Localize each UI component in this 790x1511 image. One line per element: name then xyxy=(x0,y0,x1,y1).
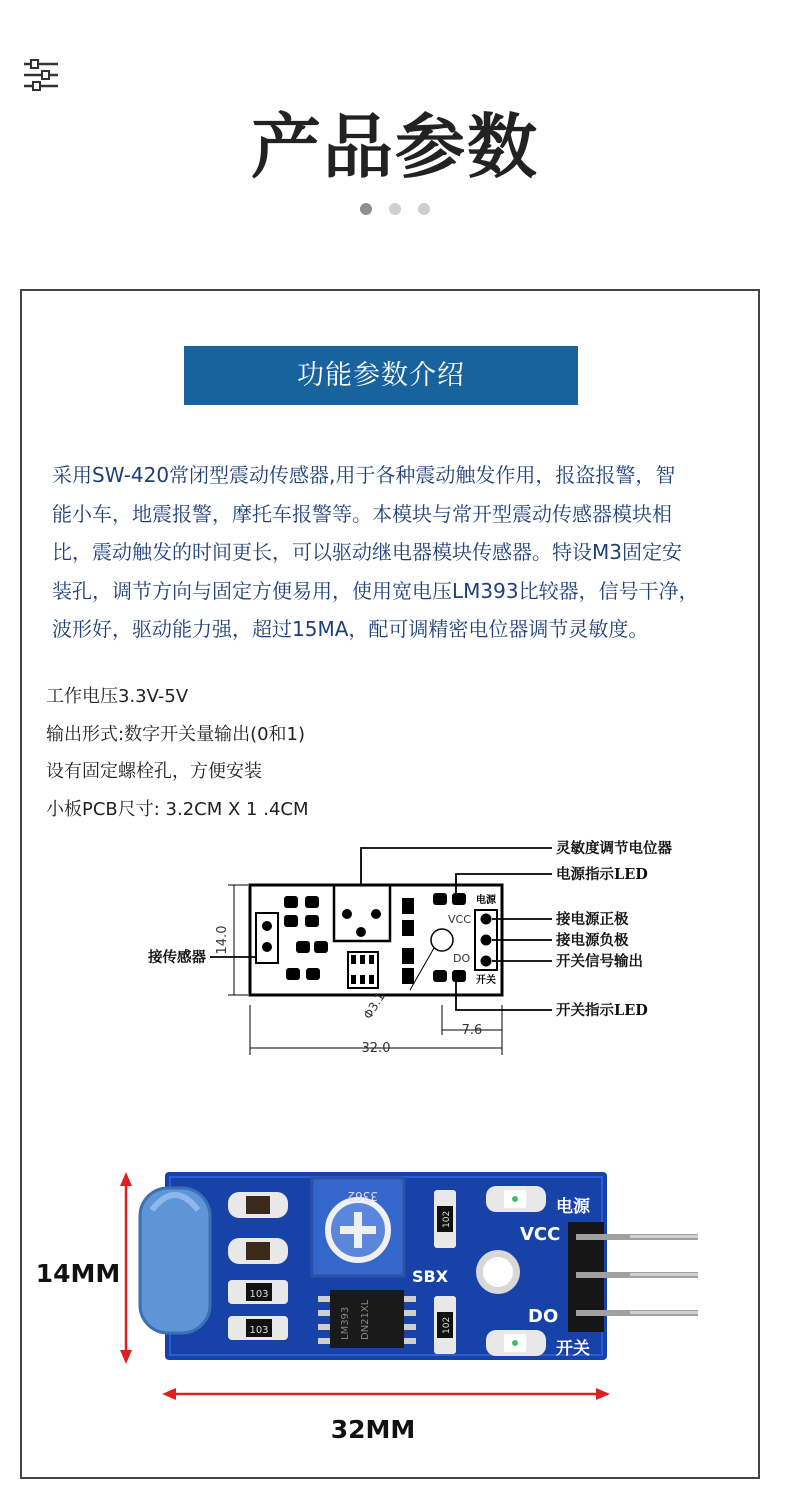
module-photo xyxy=(20,1150,760,1460)
pot-label: 3362 xyxy=(347,1189,378,1203)
page-title: 产品参数 xyxy=(251,106,539,188)
photo-label-do: DO xyxy=(528,1306,559,1327)
dim-hole-dia: Φ3.1 xyxy=(360,989,388,1022)
callout-power-led: 电源指示LED xyxy=(556,866,648,883)
intro-line: 能小车，地震报警，摩托车报警等。本模块与常开型震动传感器模块相 xyxy=(52,501,672,526)
intro-line: 采用SW-420常闭型震动传感器,用于各种震动触发作用，报盗报警，智 xyxy=(52,463,676,487)
sbx-label: SBX xyxy=(412,1267,449,1286)
dim-height: 14.0 xyxy=(215,925,230,955)
spec-output: 输出形式:数字开关量输出(0和1) xyxy=(46,723,306,745)
callout-vcc-pin: 接电源正极 xyxy=(556,911,629,928)
filter-settings-icon[interactable] xyxy=(22,58,60,92)
callout-sensor: 接传感器 xyxy=(148,949,206,966)
carousel-dot-1[interactable] xyxy=(360,203,372,215)
spec-list xyxy=(46,678,646,828)
chip-label-2: DN21XL xyxy=(360,1299,371,1340)
carousel-dot-3[interactable] xyxy=(418,203,430,215)
board-label-vcc: VCC xyxy=(448,913,471,926)
vibration-sensor xyxy=(140,1188,210,1333)
board-label-power: 电源 xyxy=(476,895,496,906)
callout-potentiometer: 灵敏度调节电位器 xyxy=(556,840,672,857)
section-banner: 功能参数介绍 xyxy=(184,346,578,405)
carousel-dots xyxy=(0,203,790,215)
dim-hole-offset: 7.6 xyxy=(461,1023,483,1038)
intro-line: 装孔，调节方向与固定方便易用，使用宽电压LM393比较器，信号干净， xyxy=(52,578,699,603)
res-103-a: 103 xyxy=(249,1289,269,1300)
intro-line: 波形好，驱动能力强，超过15MA，配可调精密电位器调节灵敏度。 xyxy=(52,617,649,641)
pcb-diagram xyxy=(120,830,720,1070)
height-label: 14MM xyxy=(35,1259,121,1288)
intro-paragraph xyxy=(52,456,752,649)
spec-pcb-size: 小板PCB尺寸: 3.2CM X 1 .4CM xyxy=(46,798,309,820)
callout-gnd-pin: 接电源负极 xyxy=(556,932,629,949)
carousel-dot-2[interactable] xyxy=(389,203,401,215)
callout-switch-led: 开关指示LED xyxy=(556,1002,648,1019)
photo-label-vcc: VCC xyxy=(520,1224,561,1245)
spec-mounting: 设有固定螺栓孔，方便安装 xyxy=(46,761,262,782)
board-label-do: DO xyxy=(453,952,471,965)
callout-do-pin: 开关信号输出 xyxy=(556,953,643,970)
intro-line: 比，震动触发的时间更长，可以驱动继电器模块传感器。特设M3固定安 xyxy=(52,540,682,564)
photo-label-switch: 开关 xyxy=(556,1339,590,1359)
width-label: 32MM xyxy=(330,1415,416,1444)
res-102-a: 102 xyxy=(442,1210,452,1228)
dim-width: 32.0 xyxy=(361,1041,391,1056)
chip-label-1: LM393 xyxy=(340,1306,351,1340)
board-label-switch: 开关 xyxy=(476,975,496,986)
spec-voltage: 工作电压3.3V-5V xyxy=(46,686,189,707)
res-103-b: 103 xyxy=(249,1325,269,1336)
res-102-b: 102 xyxy=(442,1316,452,1334)
photo-label-power: 电源 xyxy=(556,1197,590,1217)
